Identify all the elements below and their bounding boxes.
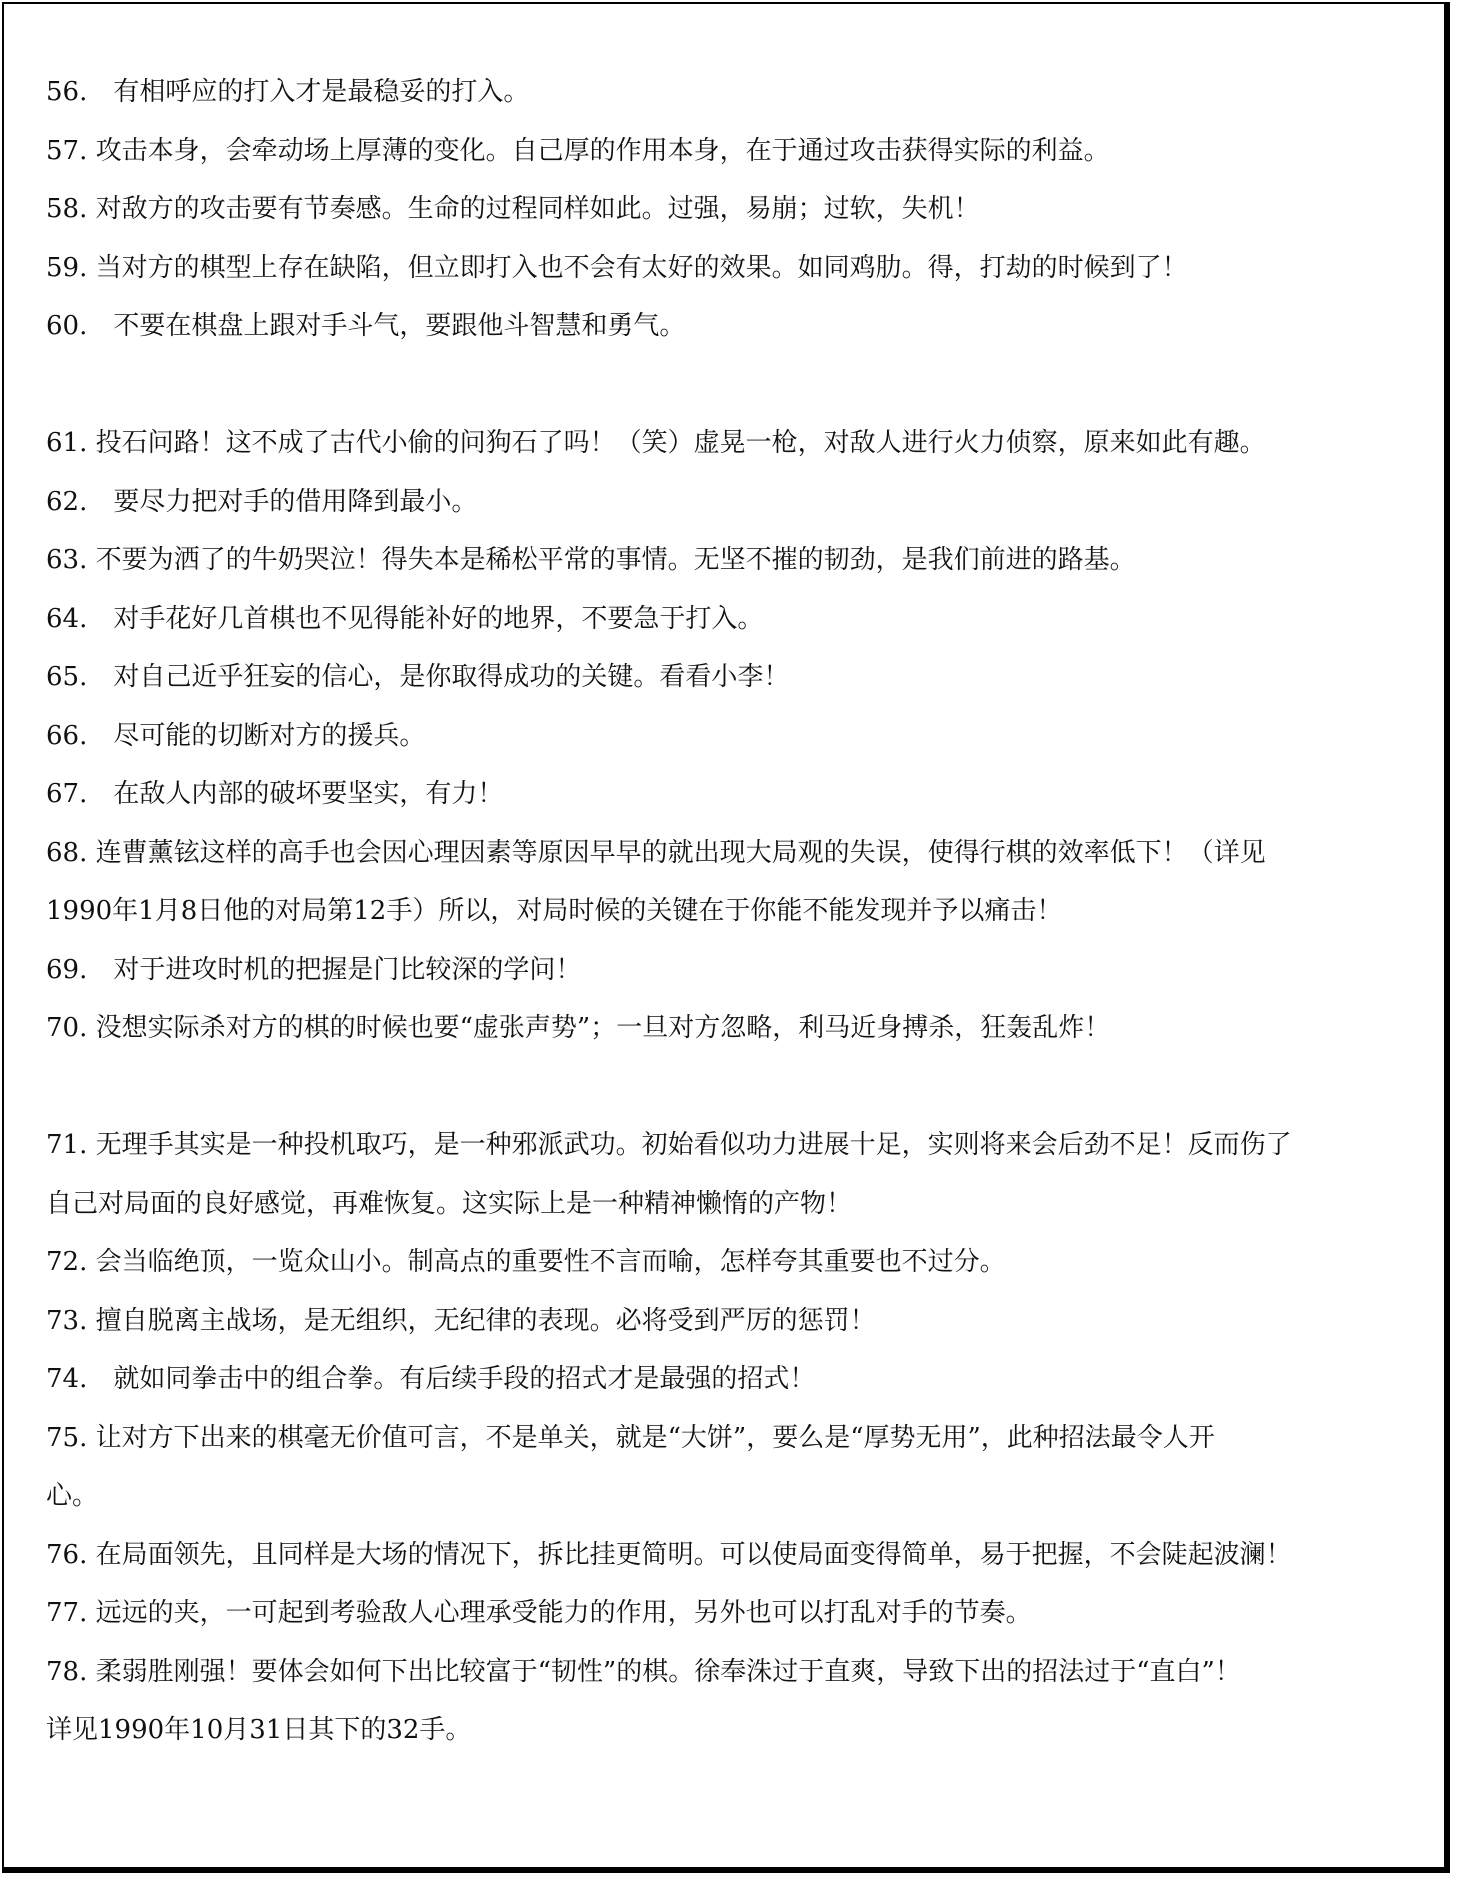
text-line: 65. 对自己近乎狂妄的信心，是你取得成功的关键。看看小李！	[46, 662, 790, 692]
text-line: 74. 就如同拳击中的组合拳。有后续手段的招式才是最强的招式！	[46, 1364, 816, 1394]
text-line: 77. 远远的夹，一可起到考验敌人心理承受能力的作用，另外也可以打乱对手的节奏。	[46, 1598, 1032, 1628]
text-line: 73. 擅自脱离主战场，是无组织，无纪律的表现。必将受到严厉的惩罚！	[46, 1305, 876, 1336]
text-line: 1990年1月8日他的对局第12手）所以，对局时候的关键在于你能不能发现并予以痛击！	[46, 896, 1063, 926]
text-line: 76. 在局面领先，且同样是大场的情况下，拆比挂更简明。可以使局面变得简单，易于把握，不会陡起波澜！	[46, 1539, 1292, 1570]
text-line: 58. 对敌方的攻击要有节奏感。生命的过程同样如此。过强，易崩；过软，失机！	[46, 194, 980, 224]
document-page	[2, 2, 1450, 1873]
text-line: 66. 尽可能的切断对方的援兵。	[46, 720, 426, 751]
text-line: 69. 对于进攻时机的把握是门比较深的学问！	[46, 954, 582, 985]
text-line: 67. 在敌人内部的破坏要坚实，有力！	[46, 779, 504, 809]
text-line: 57. 攻击本身，会牵动场上厚薄的变化。自己厚的作用本身，在于通过攻击获得实际的利益。	[46, 135, 1110, 166]
text-line: 71. 无理手其实是一种投机取巧，是一种邪派武功。初始看似功力进展十足，实则将来会后劲不足！反而伤了	[46, 1130, 1292, 1160]
text-line: 70. 没想实际杀对方的棋的时候也要“虚张声势”；一旦对方忽略，利马近身搏杀，狂轰乱炸！	[46, 1013, 1111, 1043]
text-line: 72. 会当临绝顶，一览众山小。制高点的重要性不言而喻，怎样夸其重要也不过分。	[46, 1247, 1006, 1277]
text-line: 60. 不要在棋盘上跟对手斗气，要跟他斗智慧和勇气。	[46, 311, 686, 341]
text-line: 62. 要尽力把对手的借用降到最小。	[46, 486, 478, 517]
text-line: 61. 投石问路！这不成了古代小偷的问狗石了吗！（笑）虚晃一枪，对敌人进行火力侦察，原来如此有趣。	[46, 428, 1266, 458]
paragraph-gap	[46, 1058, 1426, 1117]
document-body	[46, 63, 1426, 1760]
text-line: 64. 对手花好几首棋也不见得能补好的地界，不要急于打入。	[46, 603, 764, 634]
text-line: 63. 不要为洒了的牛奶哭泣！得失本是稀松平常的事情。无坚不摧的韧劲，是我们前进的路基。	[46, 545, 1136, 575]
text-line: 75. 让对方下出来的棋毫无价值可言，不是单关，就是“大饼”，要么是“厚势无用”，此种招法最令人开	[46, 1422, 1215, 1453]
text-line: 59. 当对方的棋型上存在缺陷，但立即打入也不会有太好的效果。如同鸡肋。得，打劫的时候到了！	[46, 252, 1188, 283]
text-line: 78. 柔弱胜刚强！要体会如何下出比较富于“韧性”的棋。徐奉洙过于直爽，导致下出的招法过于“直白”！	[46, 1656, 1241, 1687]
text-line: 68. 连曹薰铉这样的高手也会因心理因素等原因早早的就出现大局观的失误，使得行棋的效率低下！（详见	[46, 837, 1266, 868]
text-line: 心。	[46, 1481, 99, 1511]
text-line: 56. 有相呼应的打入才是最稳妥的打入。	[46, 77, 530, 107]
text-line: 详见1990年10月31日其下的32手。	[46, 1715, 472, 1745]
paragraph-gap	[46, 356, 1426, 415]
text-line: 自己对局面的良好感觉，再难恢复。这实际上是一种精神懒惰的产物！	[46, 1188, 853, 1219]
